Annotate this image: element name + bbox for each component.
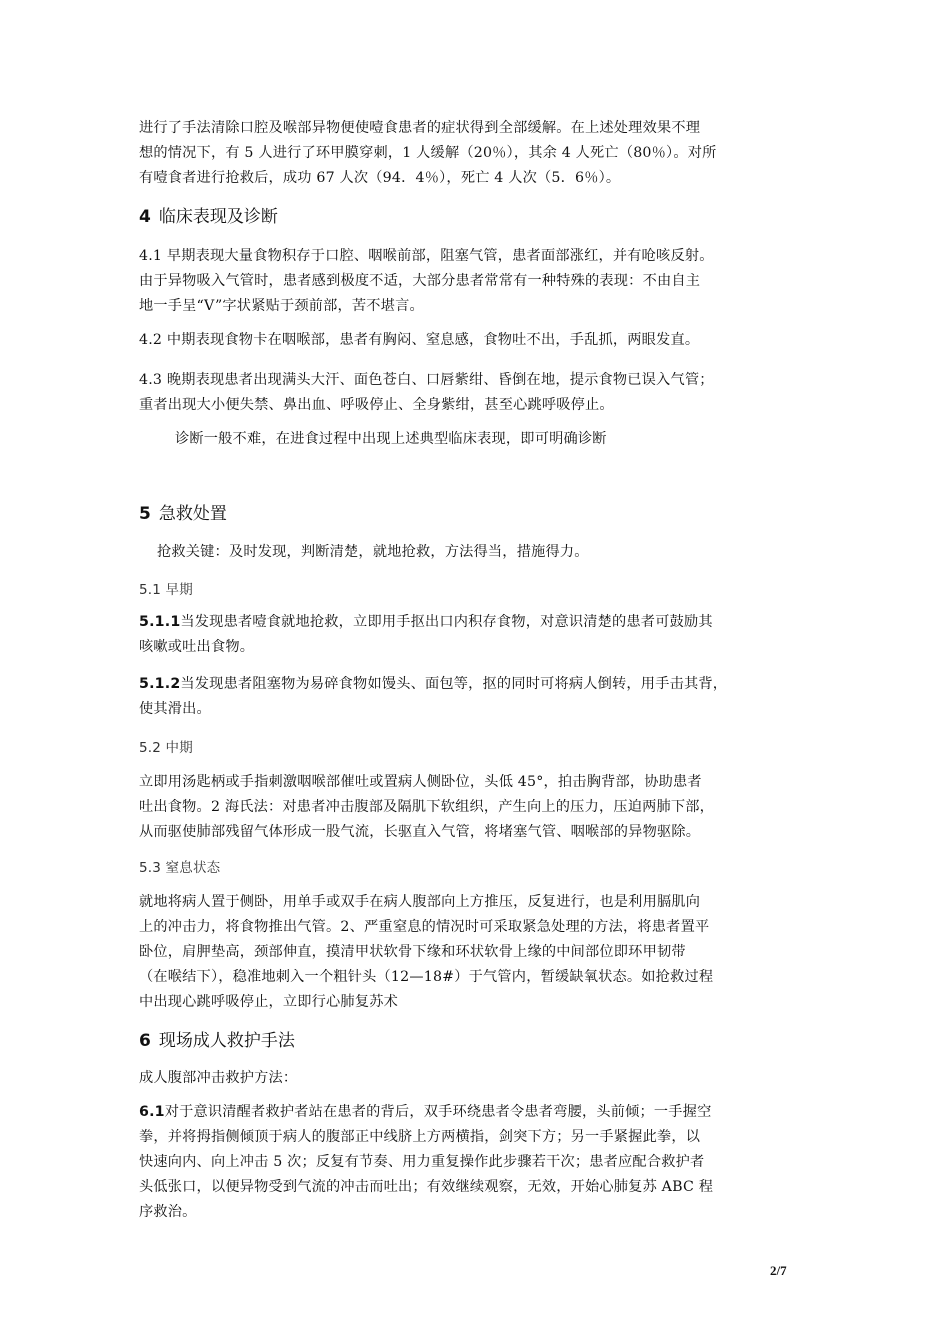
paragraph-diagnosis: 诊断一般不难，在进食过程中出现上述典型临床表现，即可明确诊断 xyxy=(175,431,607,447)
paragraph-5-2: 立即用汤匙柄或手指刺激咽喉部催吐或置病人侧卧位，头低 45°，拍击胸背部，协助患者 吐出食物。2 海氏法：对患者冲击腹部及隔肌下软组织，产生向上的压力，压迫两肺下部， 从而驱使肺部残留气体形成一股气流，长驱直入气管，将堵塞气管、咽喉部的异物驱除。 xyxy=(139,774,715,840)
subheading-5-1: 5.1 早期 xyxy=(139,582,193,598)
paragraph-5-3: 就地将病人置于侧卧，用单手或双手在病人腹部向上方推压，反复进行，也是利用膈肌向 上的冲击力，将食物推出气管。2、严重窒息的情况时可采取紧急处理的方法，将患者置平 卧位，肩胛垫高，颈部伸直，摸清甲状软骨下缘和环状软骨上缘的中间部位即环甲韧带 （在喉结下），稳准地刺入一个粗针头（12—18#）于气管内，暂缓缺氧状态。如抢救过程 中出现心跳呼吸停止，立即行心肺复苏术 xyxy=(139,894,714,1010)
section-heading-5: 5 急救处置 xyxy=(139,504,227,524)
subheading-5-3: 5.3 窒息状态 xyxy=(139,860,221,876)
paragraph-key: 抢救关键：及时发现，判断清楚，就地抢救，方法得当，措施得力。 xyxy=(157,544,589,560)
paragraph-intro: 进行了手法清除口腔及喉部异物便使噎食患者的症状得到全部缓解。在上述处理效果不理 想的情况下，有 5 人进行了环甲膜穿刺，1 人缓解（20％），其余 4 人死亡（80％）。对所 有噎食者进行抢救后，成功 67 人次（94．4％），死亡 4 人次（5．6％）。 xyxy=(139,120,717,186)
paragraph-5-1-2: 5.1.2当发现患者阻塞物为易碎食物如馒头、面包等，抠的同时可将病人倒转，用手击其背， 使其滑出。 xyxy=(139,676,728,717)
page-number: 2/7 xyxy=(770,1263,787,1278)
paragraph-6-1: 6.1对于意识清醒者救护者站在患者的背后，双手环绕患者令患者弯腰，头前倾；一手握空 拳，并将拇指侧倾顶于病人的腹部正中线脐上方两横指，剑突下方；另一手紧握此拳，以 快速向内、向上冲击 5 次；反复有节奏、用力重复操作此步骤若干次；患者应配合救护者 头低张口，以便异物受到气流的冲击而吐出；有效继续观察，无效，开始心肺复苏 ABC 程 序救治。 xyxy=(139,1104,714,1220)
paragraph-4-1: 4.1 早期表现大量食物积存于口腔、咽喉前部，阻塞气管，患者面部涨红，并有呛咳反射。 由于异物吸入气管时，患者感到极度不适，大部分患者常常有一种特殊的表现：不由自主 地一手呈“V”字状紧贴于颈前部，苦不堪言。 xyxy=(139,248,714,314)
paragraph-method: 成人腹部冲击救护方法： xyxy=(139,1070,298,1086)
paragraph-4-3: 4.3 晚期表现患者出现满头大汗、面色苍白、口唇紫绀、昏倒在地，提示食物已误入气管； 重者出现大小便失禁、鼻出血、呼吸停止、全身紫绀，甚至心跳呼吸停止。 xyxy=(139,372,714,413)
section-heading-6: 6 现场成人救护手法 xyxy=(139,1031,295,1051)
paragraph-4-2: 4.2 中期表现食物卡在咽喉部，患者有胸闷、窒息感，食物吐不出，手乱抓，两眼发直。 xyxy=(139,332,700,348)
paragraph-5-1-1: 5.1.1当发现患者噎食就地抢救，立即用手抠出口内积存食物，对意识清楚的患者可鼓励其 咳嗽或吐出食物。 xyxy=(139,614,713,655)
section-heading-4: 4 临床表现及诊断 xyxy=(139,207,278,227)
subheading-5-2: 5.2 中期 xyxy=(139,740,193,756)
